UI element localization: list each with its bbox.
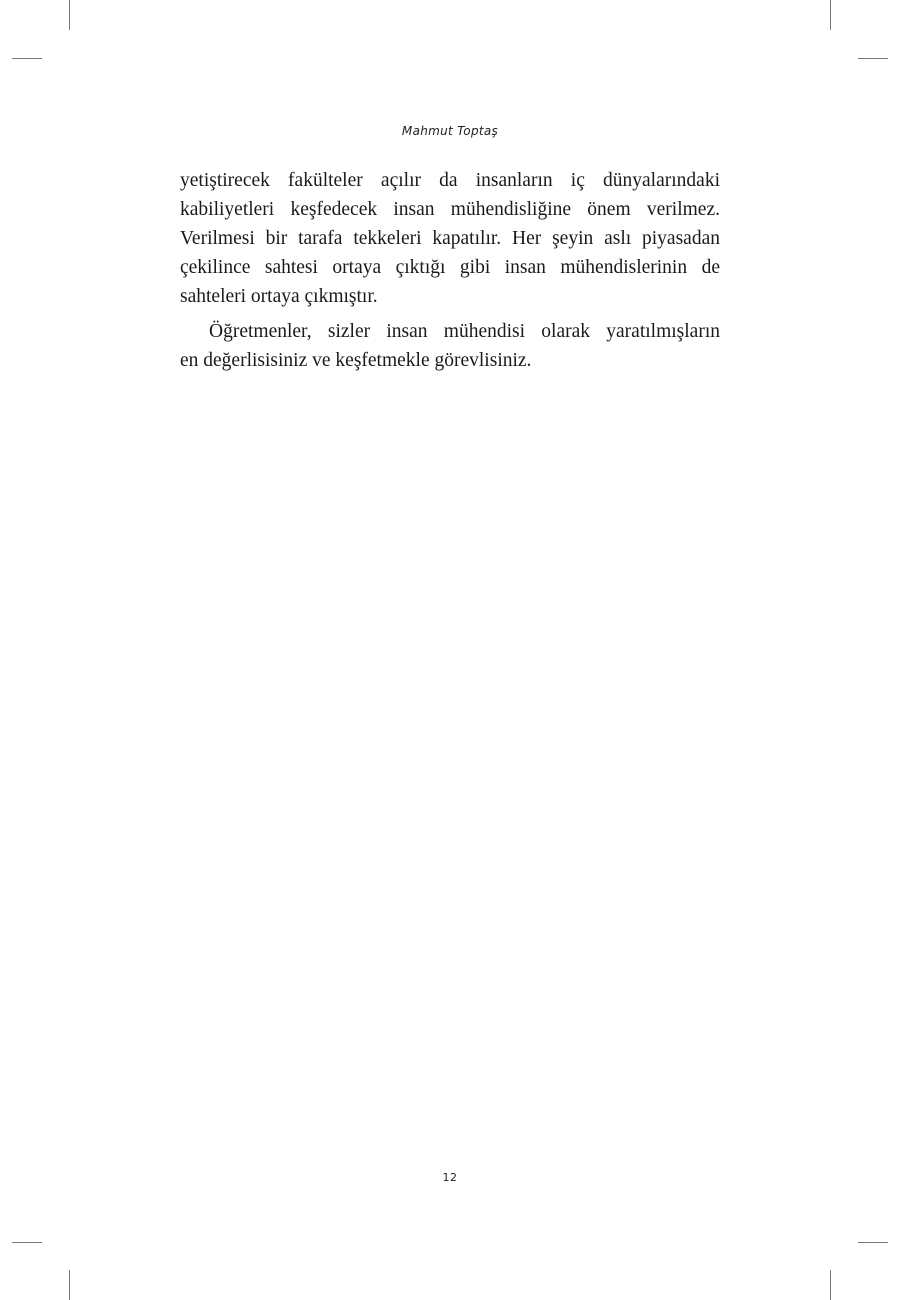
text-line: Öğretmenler, sizler insan mühendisi olarak yaratılmışların [209,321,720,342]
paragraph-1 [180,166,720,311]
crop-mark-bottom-right-horizontal [858,1242,888,1243]
text-line: en değerlisisiniz ve keşfetmekle görevlisiniz. [180,350,532,371]
paragraph-2 [180,317,720,375]
text-line: kabiliyetleri keşfedecek insan mühendisliğine önem verilmez. [180,199,720,220]
text-line: çekilince sahtesi ortaya çıktığı gibi insan mühendislerinin de [180,257,720,278]
text-line: sahteleri ortaya çıkmıştır. [180,286,378,307]
crop-mark-bottom-left-vertical [69,1270,70,1300]
crop-mark-top-left-horizontal [12,58,42,59]
crop-mark-top-right-horizontal [858,58,888,59]
body-text [180,166,720,375]
text-line: yetiştirecek fakülteler açılır da insanların iç dünyalarındaki [180,170,720,191]
crop-mark-bottom-left-horizontal [12,1242,42,1243]
crop-mark-top-right-vertical [830,0,831,30]
text-line: Verilmesi bir tarafa tekkeleri kapatılır. Her şeyin aslı piyasadan [180,228,720,249]
running-head-author: Mahmut Toptaş [401,124,499,138]
page-number: 12 [442,1171,458,1184]
crop-mark-top-left-vertical [69,0,70,30]
crop-mark-bottom-right-vertical [830,1270,831,1300]
